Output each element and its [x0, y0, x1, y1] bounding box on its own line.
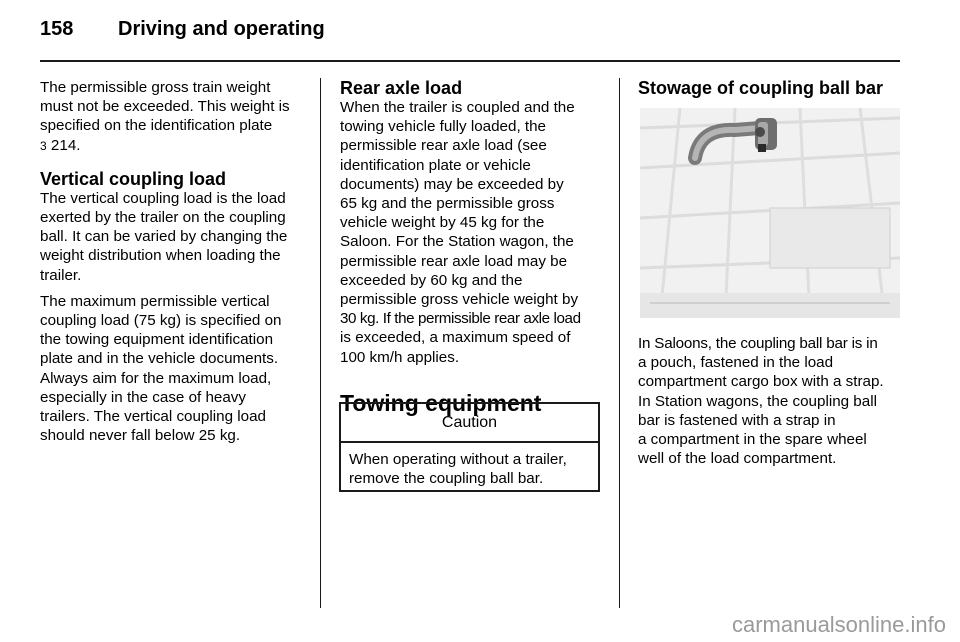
caution-text: When operating without a trailer, remove the coupling ball bar. — [349, 451, 567, 487]
page-number: 158 — [40, 18, 74, 40]
vertical-coupling-text: The vertical coupling load is the load exerted by the trailer on the coupling ball. It can be varied by changing the weight distribution when loading the trailer. — [40, 189, 288, 284]
column-divider-2 — [619, 78, 620, 608]
stowage-text: In Saloons, the coupling ball bar is in a pouch, fastened in the load compartment cargo box with a strap. In Station wagons, the coupling ball bar is fastened with a strap in a compartment in the spare wheel well of the load compartment. — [638, 335, 884, 468]
coupling-ball-bar-illustration — [640, 108, 900, 318]
caution-box — [339, 402, 600, 492]
max-coupling-text: The maximum permissible vertical coupling load (75 kg) is specified on the towing equipment identification plate and in the vehicle documents. Always aim for the maximum load, especially in the case of heavy trailers. The vertical coupling load should never fall below 25 kg. — [40, 292, 282, 445]
page-reference-link[interactable]: 214. — [50, 136, 81, 154]
caution-title: Caution — [341, 404, 598, 443]
column-3 — [638, 78, 908, 98]
intro-text: The permissible gross train weight must not be exceeded. This weight is specified on the identification plate 3 214. — [40, 79, 290, 154]
column-1 — [40, 78, 310, 445]
header-rule — [40, 60, 900, 62]
page-header — [40, 18, 325, 41]
rear-axle-text: When the trailer is coupled and the towing vehicle fully loaded, the permissible rear axle load (see identification plate or vehicle documents) may be exceeded by 65 kg and the permissible gross vehicle weight by 45 kg for the Saloon. For the Station wagon, the permissible rear axle load may be exceeded by 60 kg and the permissible gross vehicle weight by 30 kg. If the permissible rear axle load is exceeded, a maximum speed of 100 km/h applies. — [340, 99, 581, 366]
column-divider-1 — [320, 78, 321, 608]
watermark: carmanualsonline.info — [731, 612, 946, 637]
column-2 — [340, 78, 610, 417]
vertical-coupling-heading: Vertical coupling load — [40, 168, 227, 189]
towing-equipment-heading: Towing equipment — [340, 389, 542, 416]
section-title: Driving and operating — [118, 18, 325, 40]
reference-arrow-icon: 3 — [40, 138, 47, 153]
stowage-heading: Stowage of coupling ball bar — [638, 78, 884, 98]
rear-axle-heading: Rear axle load — [340, 78, 463, 98]
